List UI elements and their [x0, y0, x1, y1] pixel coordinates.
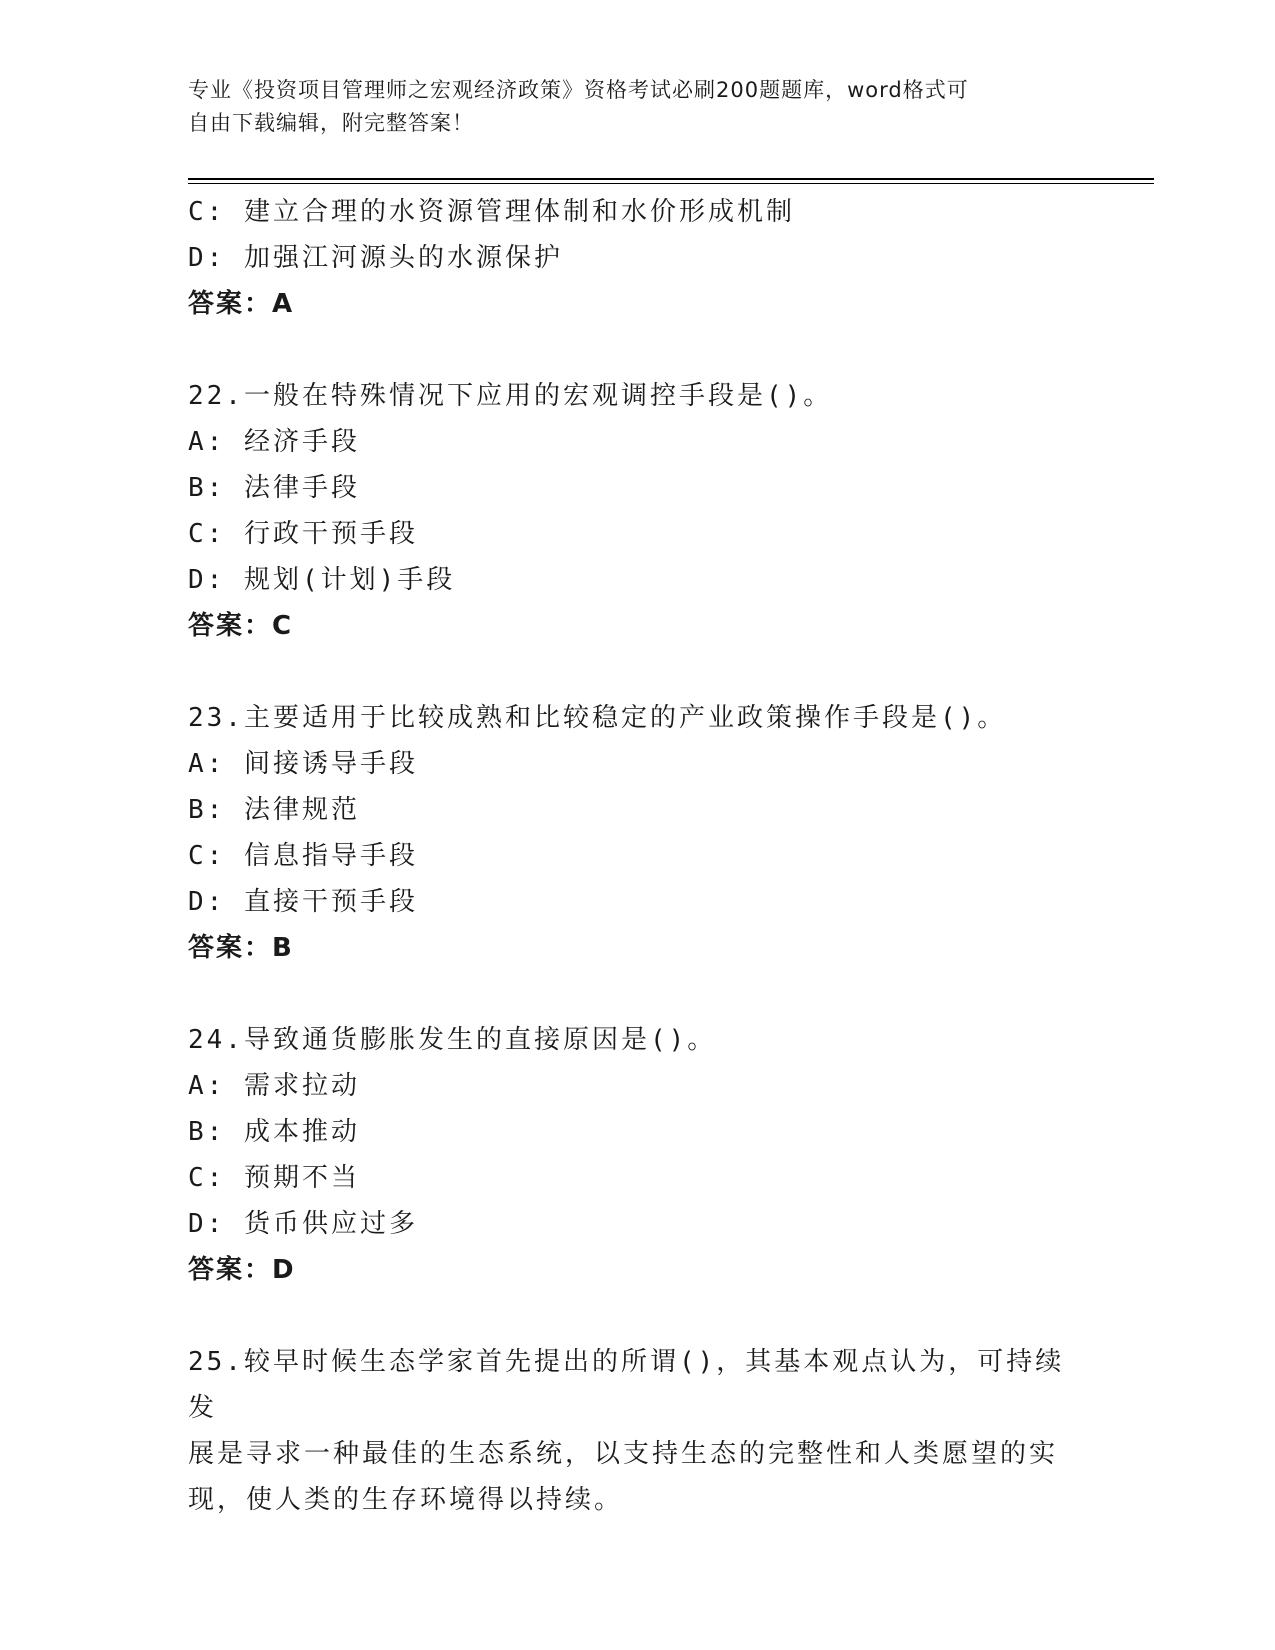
question-text: 24.导致通货膨胀发生的直接原因是()。: [188, 1025, 717, 1055]
option-b: B: 法律规范: [188, 795, 360, 825]
option-b: B: 成本推动: [188, 1117, 360, 1147]
option-d: D: 规划(计划)手段: [188, 565, 456, 595]
answer-label: 答案：D: [188, 1255, 296, 1285]
option-a: A: 间接诱导手段: [188, 749, 418, 779]
question-21-tail: [188, 189, 1088, 327]
spacer: [188, 649, 1088, 695]
header-line-1: 专业《投资项目管理师之宏观经济政策》资格考试必刷200题题库，word格式可: [188, 78, 969, 102]
option-c: C: 建立合理的水资源管理体制和水价形成机制: [188, 197, 795, 227]
header-line-2: 自由下载编辑，附完整答案！: [188, 111, 474, 135]
document-header: [188, 74, 1068, 140]
header-rule-thin: [188, 183, 1154, 184]
question-list: [188, 189, 1088, 1523]
header-rule-thick: [188, 178, 1154, 180]
question-text: 22.一般在特殊情况下应用的宏观调控手段是()。: [188, 381, 833, 411]
spacer: [188, 971, 1088, 1017]
spacer: [188, 327, 1088, 373]
question-25: [188, 1339, 1078, 1523]
question-22: [188, 373, 1088, 649]
spacer: [188, 1293, 1088, 1339]
option-d: D: 货币供应过多: [188, 1209, 418, 1239]
option-d: D: 加强江河源头的水源保护: [188, 243, 563, 273]
option-b: B: 法律手段: [188, 473, 360, 503]
option-c: C: 预期不当: [188, 1163, 360, 1193]
question-text-line-2: 展是寻求一种最佳的生态系统，以支持生态的完整性和人类愿望的实: [188, 1439, 1059, 1469]
answer-label: 答案：C: [188, 611, 294, 641]
answer-label: 答案：B: [188, 933, 294, 963]
question-text: 23.主要适用于比较成熟和比较稳定的产业政策操作手段是()。: [188, 703, 1007, 733]
answer-label: 答案：A: [188, 289, 295, 319]
option-a: A: 需求拉动: [188, 1071, 360, 1101]
question-24: [188, 1017, 1088, 1293]
option-c: C: 行政干预手段: [188, 519, 418, 549]
option-c: C: 信息指导手段: [188, 841, 418, 871]
option-a: A: 经济手段: [188, 427, 360, 457]
option-d: D: 直接干预手段: [188, 887, 418, 917]
question-text-line-1: 25.较早时候生态学家首先提出的所谓()，其基本观点认为，可持续发: [188, 1347, 1065, 1423]
question-23: [188, 695, 1088, 971]
question-text-line-3: 现，使人类的生存环境得以持续。: [188, 1485, 624, 1515]
